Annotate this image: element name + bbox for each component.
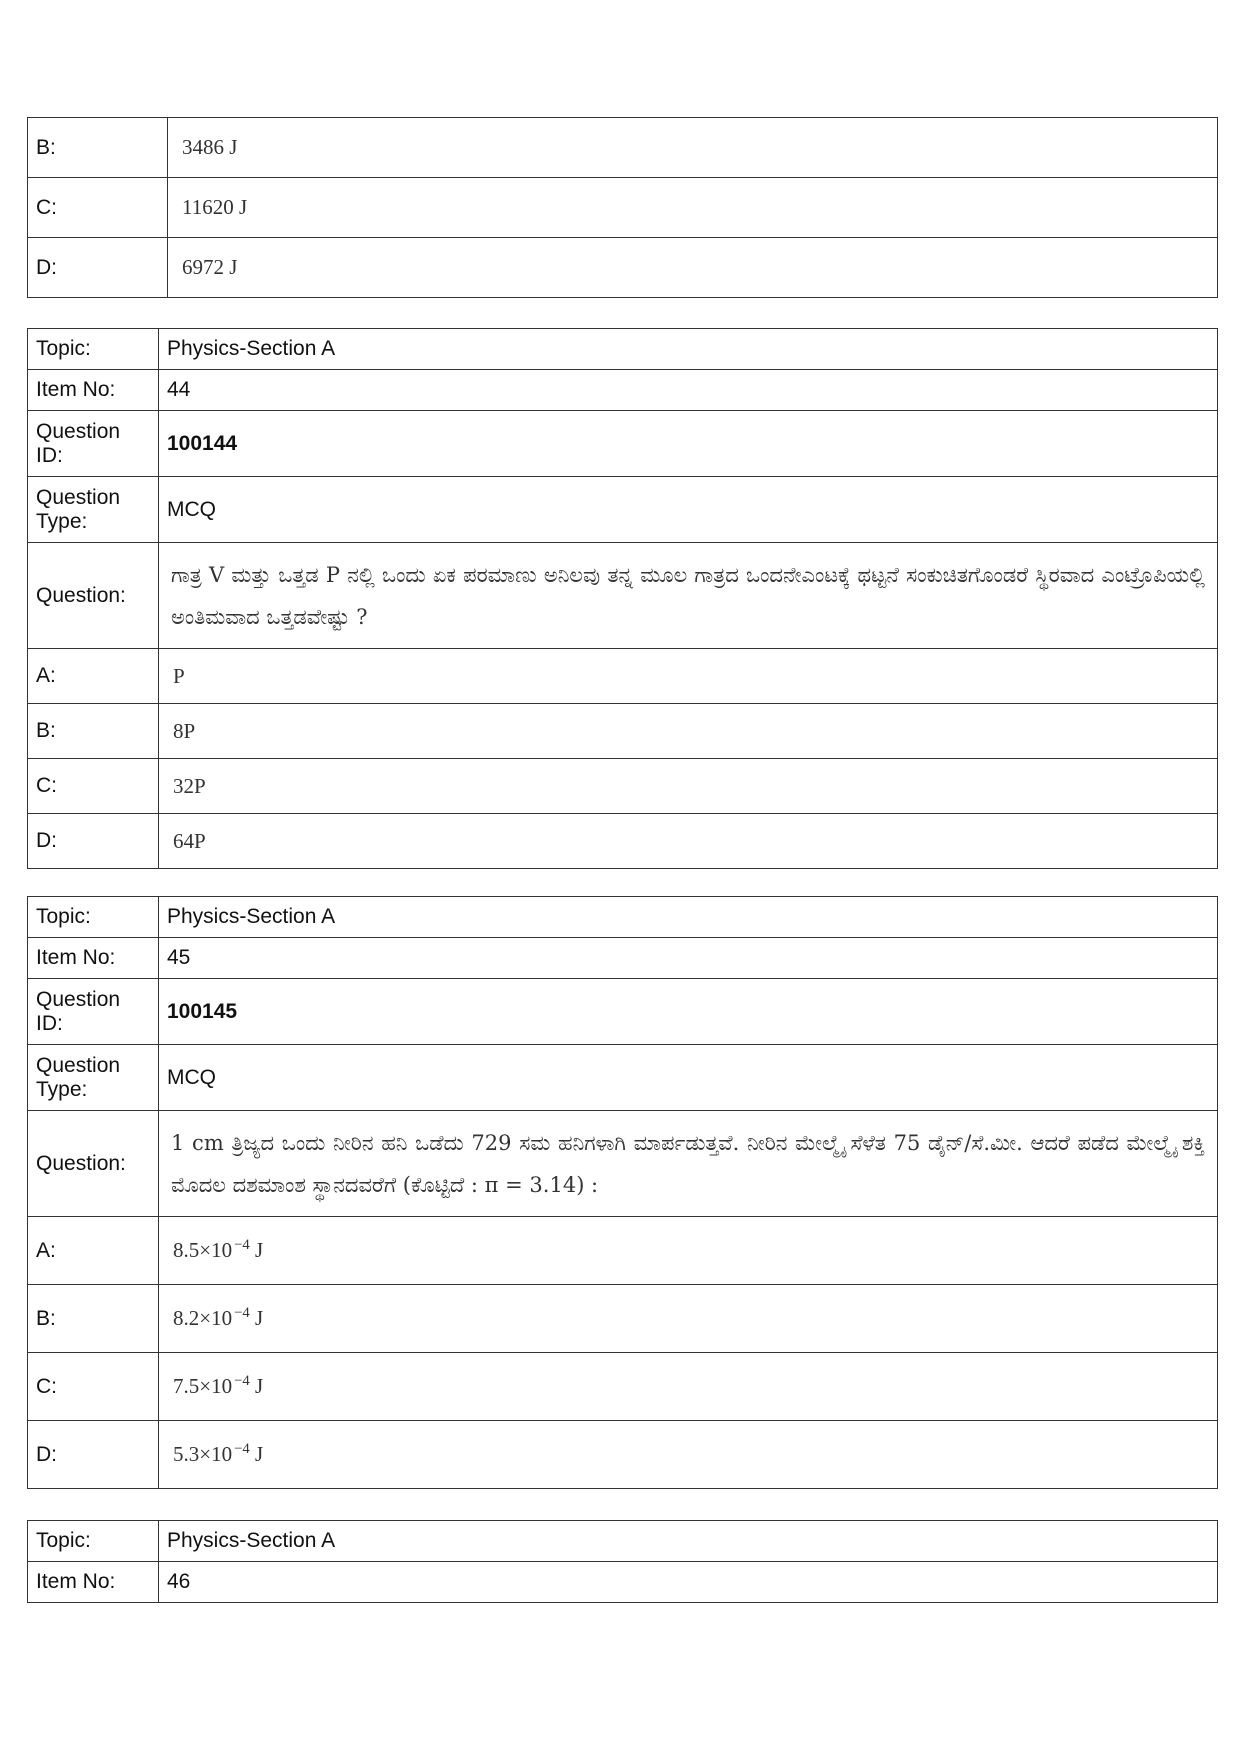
topic-label: Topic:	[28, 329, 159, 370]
option-row	[28, 1421, 1218, 1489]
item-no-row	[28, 1562, 1218, 1603]
topic-value: Physics-Section A	[159, 1521, 1218, 1562]
option-label: D:	[28, 238, 168, 298]
option-label: C:	[28, 759, 159, 814]
option-text	[159, 1285, 1218, 1353]
option-unit: J	[254, 1238, 264, 1262]
option-unit: J	[254, 1374, 264, 1398]
option-text	[159, 1421, 1218, 1489]
times-sign: ×	[199, 1374, 212, 1398]
item-no-value: 44	[159, 370, 1218, 411]
times-sign: ×	[199, 1442, 212, 1466]
topic-row	[28, 897, 1218, 938]
question-text: 1 cm ತ್ರಿಜ್ಯದ ಒಂದು ನೀರಿನ ಹನಿ ಒಡೆದು 729 ಸಮ ಹನಿಗಳಾಗಿ ಮಾರ್ಪಡುತ್ತವೆ. ನೀರಿನ ಮೇಲ್ಮೈ ಸೆಳೆತ 75 ಡೈನ್/ಸೆ.ಮೀ. ಆದರೆ ಪಡೆದ ಮೇಲ್ಮೈ ಶಕ್ತಿ ಮೊದಲ ದಶಮಾಂಶ ಸ್ಥಾನದವರೆಗೆ (ಕೊಟ್ಟಿದೆ : π = 3.14) :	[159, 1111, 1218, 1217]
question-type-row	[28, 1045, 1218, 1111]
item-no-label: Item No:	[28, 370, 159, 411]
question-type-label: Question Type:	[28, 1045, 159, 1111]
topic-row	[28, 1521, 1218, 1562]
option-row	[28, 814, 1218, 869]
item-no-value: 45	[159, 938, 1218, 979]
question-row	[28, 1111, 1218, 1217]
option-text: 11620 J	[168, 178, 1218, 238]
option-label: C:	[28, 178, 168, 238]
question-type-value: MCQ	[159, 477, 1218, 543]
option-text: 32P	[159, 759, 1218, 814]
option-label: D:	[28, 814, 159, 869]
question-46-table	[27, 1520, 1218, 1603]
option-row	[28, 178, 1218, 238]
item-no-value: 46	[159, 1562, 1218, 1603]
option-mantissa: 8.5	[173, 1238, 200, 1262]
question-id-value: 100144	[159, 411, 1218, 477]
topic-value: Physics-Section A	[159, 329, 1218, 370]
option-label: B:	[28, 704, 159, 759]
question-id-label: Question ID:	[28, 979, 159, 1045]
option-row	[28, 238, 1218, 298]
option-text: 8P	[159, 704, 1218, 759]
item-no-label: Item No:	[28, 1562, 159, 1603]
question-id-label: Question ID:	[28, 411, 159, 477]
option-text: 64P	[159, 814, 1218, 869]
option-mantissa: 8.2	[173, 1306, 200, 1330]
option-unit: J	[254, 1442, 264, 1466]
question-text: ಗಾತ್ರ V ಮತ್ತು ಒತ್ತಡ P ನಲ್ಲಿ ಒಂದು ಏಕ ಪರಮಾಣು ಅನಿಲವು ತನ್ನ ಮೂಲ ಗಾತ್ರದ ಒಂದನೇಎಂಟಕ್ಕೆ ಥಟ್ಟನೆ ಸಂಕುಚಿತಗೊಂಡರೆ ಸ್ಥಿರವಾದ ಎಂಟ್ರೊಪಿಯಲ್ಲಿ ಅಂತಿಮವಾದ ಒತ್ತಡವೇಷ್ಟು ?	[159, 543, 1218, 649]
option-label: A:	[28, 649, 159, 704]
option-text: P	[159, 649, 1218, 704]
question-label: Question:	[28, 1111, 159, 1217]
option-row	[28, 1285, 1218, 1353]
times-sign: ×	[199, 1306, 212, 1330]
option-mantissa: 5.3	[173, 1442, 200, 1466]
option-base: 10	[211, 1442, 233, 1466]
option-mantissa: 7.5	[173, 1374, 200, 1398]
question-45-table	[27, 896, 1218, 1489]
question-label: Question:	[28, 543, 159, 649]
option-row	[28, 1353, 1218, 1421]
option-base: 10	[211, 1306, 233, 1330]
option-unit: J	[254, 1306, 264, 1330]
option-label: C:	[28, 1353, 159, 1421]
question-type-label: Question Type:	[28, 477, 159, 543]
option-label: B:	[28, 1285, 159, 1353]
option-row	[28, 118, 1218, 178]
option-text: 3486 J	[168, 118, 1218, 178]
option-row	[28, 704, 1218, 759]
option-row	[28, 649, 1218, 704]
item-no-row	[28, 938, 1218, 979]
times-sign: ×	[199, 1238, 212, 1262]
topic-label: Topic:	[28, 897, 159, 938]
option-base: 10	[211, 1374, 233, 1398]
prev-question-options-table	[27, 117, 1218, 298]
option-label: B:	[28, 118, 168, 178]
option-text	[159, 1217, 1218, 1285]
option-exponent: −4	[234, 1236, 250, 1253]
option-exponent: −4	[234, 1372, 250, 1389]
option-row	[28, 1217, 1218, 1285]
question-44-table	[27, 328, 1218, 869]
question-id-row	[28, 411, 1218, 477]
question-row	[28, 543, 1218, 649]
option-text	[159, 1353, 1218, 1421]
option-exponent: −4	[234, 1440, 250, 1457]
question-id-row	[28, 979, 1218, 1045]
topic-label: Topic:	[28, 1521, 159, 1562]
option-text: 6972 J	[168, 238, 1218, 298]
question-type-row	[28, 477, 1218, 543]
option-row	[28, 759, 1218, 814]
topic-row	[28, 329, 1218, 370]
option-exponent: −4	[234, 1304, 250, 1321]
option-base: 10	[211, 1238, 233, 1262]
question-id-value: 100145	[159, 979, 1218, 1045]
item-no-label: Item No:	[28, 938, 159, 979]
topic-value: Physics-Section A	[159, 897, 1218, 938]
item-no-row	[28, 370, 1218, 411]
option-label: A:	[28, 1217, 159, 1285]
question-type-value: MCQ	[159, 1045, 1218, 1111]
option-label: D:	[28, 1421, 159, 1489]
